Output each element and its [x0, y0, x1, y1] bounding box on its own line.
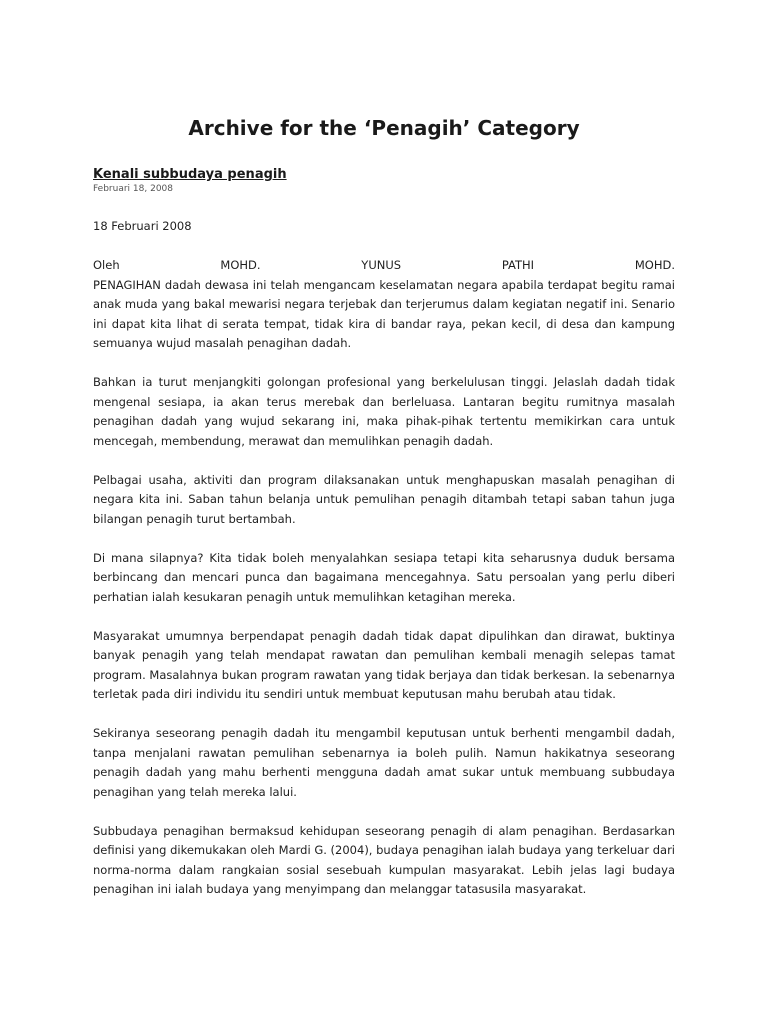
- author-word: PATHI: [501, 258, 535, 272]
- paragraph-2: Bahkan ia turut menjangkiti golongan profesional yang berkelulusan tinggi. Jelaslah dadah tidak mengenal sesiapa, ia akan terus merebak dan berleluasa. Lantaran begitu rumitnya masalah penagihan dadah yang wujud sekarang ini, maka pihak-pihak tertentu memikirkan cara untuk mencegah, membendung, merawat dan memulihkan penagih dadah.: [93, 375, 675, 448]
- paragraph-7: Subbudaya penagihan bermaksud kehidupan seseorang penagih di alam penagihan. Berdasarkan definisi yang dikemukakan oleh Mardi G. (2004), budaya penagihan ialah budaya yang terkeluar dari norma-norma dalam rangkaian sosial sesebuah kumpulan masyarakat. Lebih jelas lagi budaya penagihan ini ialah budaya yang menyimpang dan melanggar tatasusila masyarakat.: [93, 823, 675, 896]
- author-word: YUNUS: [361, 258, 402, 272]
- paragraph-5: Masyarakat umumnya berpendapat penagih dadah tidak dapat dipulihkan dan dirawat, buktinya banyak penagih yang telah mendapat rawatan dan pemulihan kembali menagih selepas tamat program. Masalahnya bukan program rawatan yang tidak berjaya dan tidak berkesan. Ia sebenarnya terletak pada diri individu itu sendiri untuk membuat keputusan mahu berubah atau tidak.: [93, 628, 675, 701]
- author-word: MOHD.: [220, 258, 261, 272]
- post-date: Februari 18, 2008: [93, 184, 173, 194]
- paragraph-4: Di mana silapnya? Kita tidak boleh menyalahkan sesiapa tetapi kita seharusnya duduk bersama berbincang dan mencari punca dan bagaimana mencegahnya. Satu persoalan yang perlu diberi perhatian ialah kesukaran penagih untuk memulihkan ketagihan mereka.: [93, 550, 675, 604]
- author-word: Oleh: [93, 258, 120, 272]
- post-dateline: 18 Februari 2008: [93, 219, 192, 233]
- archive-title: Archive for the ‘Penagih’ Category: [188, 116, 580, 140]
- author-line: [93, 256, 675, 276]
- post-content: [93, 217, 675, 919]
- author-word: MOHD.: [634, 258, 675, 272]
- paragraph-1-body: PENAGIHAN dadah dewasa ini telah mengancam keselamatan negara apabila terdapat begitu ramai anak muda yang bakal mewarisi negara terjebak dan terjerumus dalam kegiatan negatif ini. Senario ini dapat kita lihat di serata tempat, tidak kira di bandar raya, pekan kecil, di desa dan kampung semuanya wujud masalah penagihan dadah.: [93, 277, 675, 350]
- paragraph-1: [93, 256, 675, 354]
- paragraph-6: Sekiranya seseorang penagih dadah itu mengambil keputusan untuk berhenti mengambil dadah, tanpa menjalani rawatan pemulihan sebenarnya ia boleh pulih. Namun hakikatnya seseorang penagih dadah yang mahu berhenti mengguna dadah amat sukar untuk membuang subbudaya penagihan yang telah mereka lalui.: [93, 726, 675, 799]
- post-title-link[interactable]: Kenali subbudaya penagih: [93, 167, 287, 182]
- paragraph-3: Pelbagai usaha, aktiviti dan program dilaksanakan untuk menghapuskan masalah penagihan di negara kita ini. Saban tahun belanja untuk pemulihan penagih ditambah tetapi saban tahun juga bilangan penagih turut bertambah.: [93, 472, 675, 526]
